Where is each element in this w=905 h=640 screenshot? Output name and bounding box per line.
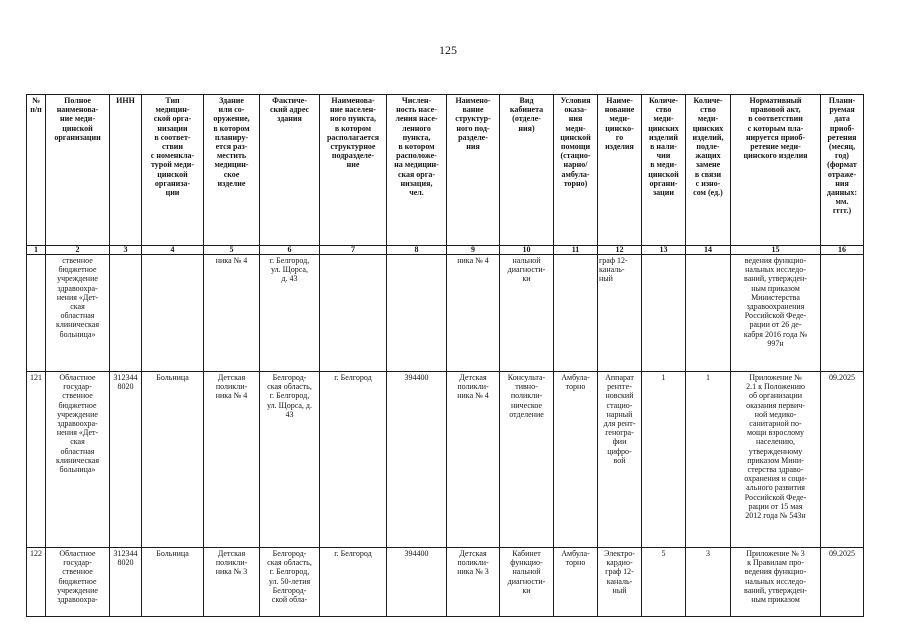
- col-header: Наиме- нование меди- цинско- го изделия: [598, 95, 642, 246]
- col-header: Количе- ство меди- цинских изделий в нали- чии в меди- цинской органи- зации: [642, 95, 686, 246]
- col-header: Тип медицин- ской орга- низации в соответ- ствии с номенкла- турой меди- цинской организа- ции: [142, 95, 204, 246]
- table-cell: г. Белгород: [320, 372, 387, 548]
- col-number: 1: [27, 246, 46, 255]
- col-header: Плани- руемая дата приоб- ретения (месяц, год) (формат отраже- ния данных: мм. гггг.): [821, 95, 864, 246]
- table-cell: нальной диагности- ки: [500, 255, 554, 372]
- table-cell: 394400: [387, 372, 447, 548]
- table-cell: 312344 8020: [110, 372, 142, 548]
- table-cell: [642, 255, 686, 372]
- col-header: Полное наименова- ние меди- цинской организации: [46, 95, 110, 246]
- table-row: [27, 372, 864, 548]
- table-cell: [387, 255, 447, 372]
- table-cell: Детская поликли- ника № 4: [447, 372, 500, 548]
- col-header: Количе- ство меди- цинских изделий, подле- жащих замене в связи с изно- сом (ед.): [686, 95, 731, 246]
- col-number: 2: [46, 246, 110, 255]
- table-cell: 3: [686, 548, 731, 617]
- table-cell: 1: [686, 372, 731, 548]
- table-cell: Областное государ- ственное бюджетное учреждение здравоохра- нения «Дет- ская областная клиническая больница»: [46, 372, 110, 548]
- col-number: 13: [642, 246, 686, 255]
- table-cell: Белгород- ская область, г. Белгород, ул. Щорса, д. 43: [260, 372, 320, 548]
- col-header: Фактиче- ский адрес здания: [260, 95, 320, 246]
- table-cell: [686, 255, 731, 372]
- table-cell: Больница: [142, 372, 204, 548]
- table-cell: 09.2025: [821, 548, 864, 617]
- col-number: 15: [731, 246, 821, 255]
- table-cell: 1: [642, 372, 686, 548]
- table-cell: [27, 255, 46, 372]
- table-cell: [110, 255, 142, 372]
- table-cell: Амбула- торно: [554, 548, 598, 617]
- table-cell: ведения функцио- нальных исследо- ваний, утвержден- ным приказом Министерства здравоохранения Российской Феде- рации от 26 де- кабря 2016 года № 997н: [731, 255, 821, 372]
- col-header: Нормативный правовой акт, в соответствии с которым пла- нируется приоб- ретение меди- цинского изделия: [731, 95, 821, 246]
- table-cell: Приложение № 2.1 к Положению об организации оказания первич- ной медико- санитарной по- мощи взрослому населению, утвержденному приказом Мини- стерства здраво- охранения и соци- ального развития Российской Феде- рации от 15 мая 2012 года № 543н: [731, 372, 821, 548]
- col-header: Наименова- ние населен- ного пункта, в котором располагается структурное подразделе- ние: [320, 95, 387, 246]
- table-cell: г. Белгород: [320, 548, 387, 617]
- table-cell: [821, 255, 864, 372]
- table-row: [27, 548, 864, 617]
- table-cell: Приложение № 3 к Правилам про- ведения функцио- нальных исследо- ваний, утвержден- ным приказом: [731, 548, 821, 617]
- col-number: 14: [686, 246, 731, 255]
- table-cell: Аппарат рентге- новский стацио- нарный для рент- геногра- фии цифро- вой: [598, 372, 642, 548]
- table-cell: 121: [27, 372, 46, 548]
- table-cell: 09.2025: [821, 372, 864, 548]
- col-number: 16: [821, 246, 864, 255]
- table-cell: Детская поликли- ника № 3: [204, 548, 260, 617]
- table-cell: ственное бюджетное учреждение здравоохра- нения «Дет- ская областная клиническая больница»: [46, 255, 110, 372]
- table-cell: Детская поликли- ника № 3: [447, 548, 500, 617]
- col-header: Наимено- вание структур- ного под- разделе- ния: [447, 95, 500, 246]
- table-cell: [554, 255, 598, 372]
- table-row: [27, 255, 864, 372]
- col-number: 7: [320, 246, 387, 255]
- equipment-table: [26, 94, 864, 617]
- table-cell: Белгород- ская область, г. Белгород, ул. 50-летия Белгород- ской обла-: [260, 548, 320, 617]
- table-cell: Областное государ- ственное бюджетное учреждение здравоохра-: [46, 548, 110, 617]
- col-header: Здание или со- оружение, в котором планиру- ется раз- местить медицин- ское изделие: [204, 95, 260, 246]
- col-number: 6: [260, 246, 320, 255]
- page-number: 125: [439, 43, 457, 57]
- col-header: ИНН: [110, 95, 142, 246]
- table-cell: граф 12- каналь- ный: [598, 255, 642, 372]
- col-header: Числен- ность насе- ления насе- ленного пункта, в котором расположе- на медицин- ская орга- низация, чел.: [387, 95, 447, 246]
- col-number: 3: [110, 246, 142, 255]
- header-row: [27, 95, 864, 246]
- table-cell: г. Белгород, ул. Щорса, д. 43: [260, 255, 320, 372]
- col-header: Вид кабинета (отделе- ния): [500, 95, 554, 246]
- col-header: Условия оказа- ния меди- цинской помощи (стацио- нарно/ амбула- торно): [554, 95, 598, 246]
- table-cell: ника № 4: [204, 255, 260, 372]
- table-cell: Больница: [142, 548, 204, 617]
- col-number: 5: [204, 246, 260, 255]
- table-cell: Электро- кардио- граф 12- каналь- ный: [598, 548, 642, 617]
- table-cell: 394400: [387, 548, 447, 617]
- table-cell: Кабинет функцио- нальной диагности- ки: [500, 548, 554, 617]
- table-cell: [320, 255, 387, 372]
- table-cell: Амбула- торно: [554, 372, 598, 548]
- col-number: 10: [500, 246, 554, 255]
- column-number-row: [27, 246, 864, 255]
- col-number: 4: [142, 246, 204, 255]
- col-number: 9: [447, 246, 500, 255]
- table-cell: Детская поликли- ника № 4: [204, 372, 260, 548]
- col-header: № п/п: [27, 95, 46, 246]
- table-cell: 122: [27, 548, 46, 617]
- table-cell: 5: [642, 548, 686, 617]
- table-cell: ника № 4: [447, 255, 500, 372]
- table-cell: [142, 255, 204, 372]
- col-number: 8: [387, 246, 447, 255]
- table-cell: Консульта- тивно- поликли- ническое отделение: [500, 372, 554, 548]
- col-number: 11: [554, 246, 598, 255]
- table-cell: 312344 8020: [110, 548, 142, 617]
- col-number: 12: [598, 246, 642, 255]
